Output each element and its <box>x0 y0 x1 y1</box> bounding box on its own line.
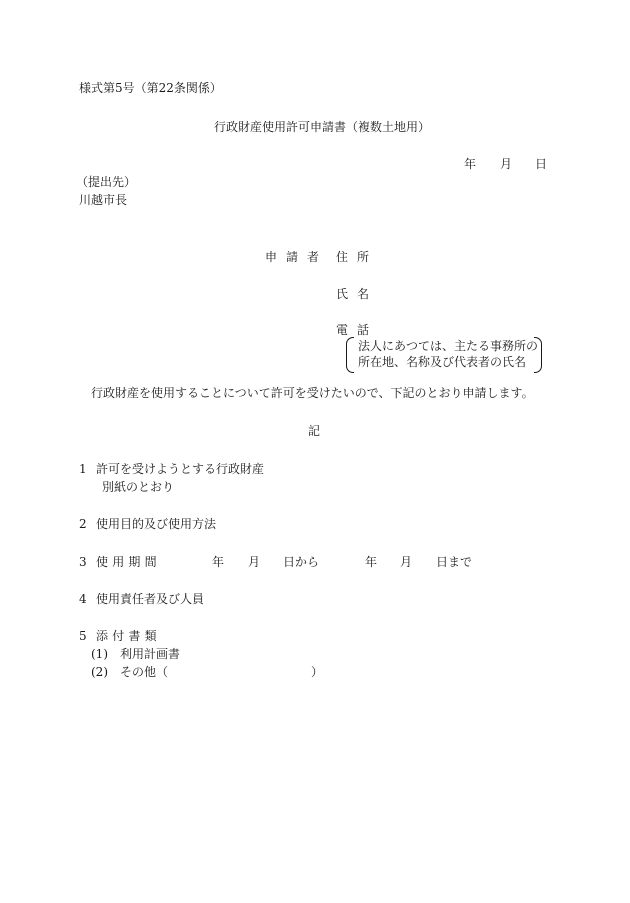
item4-label: 使用責任者及び人員 <box>96 592 205 606</box>
recipient: 川越市長 <box>79 193 128 207</box>
sub2-label: その他（ <box>120 665 169 679</box>
item5-number: 5 <box>79 629 87 643</box>
sub1-label: 利用計画書 <box>120 647 181 661</box>
corporate-note <box>346 337 542 371</box>
name-label: 氏名 <box>336 287 379 301</box>
item3-until: 日まで <box>436 555 473 569</box>
bracket-right <box>534 337 542 373</box>
item3-from: 日から <box>283 555 320 569</box>
bracket-left <box>346 337 354 373</box>
item3-year-2: 年 <box>365 555 378 569</box>
applicant-label: 申請者 <box>265 250 329 264</box>
application-statement: 行政財産を使用することについて許可を受けたいので、下記のとおり申請します。 <box>91 386 534 400</box>
item1-value: 別紙のとおり <box>102 480 175 494</box>
sub1-number: (1) <box>91 647 108 661</box>
item2-number: 2 <box>79 517 87 531</box>
recipient-label: （提出先） <box>76 175 137 189</box>
item3-month-2: 月 <box>400 555 413 569</box>
date-year: 年 <box>464 157 477 171</box>
date-day: 日 <box>535 157 548 171</box>
item4-number: 4 <box>79 592 87 606</box>
phone-label: 電話 <box>336 323 379 337</box>
item1-number: 1 <box>79 462 87 476</box>
sub2-number: (2) <box>91 665 108 679</box>
date-month: 月 <box>500 157 513 171</box>
item2-label: 使用目的及び使用方法 <box>96 517 217 531</box>
document-title: 行政財産使用許可申請書（複数土地用） <box>214 120 431 134</box>
item3-number: 3 <box>79 555 87 569</box>
form-number: 様式第5号（第22条関係） <box>79 81 222 95</box>
item3-year-1: 年 <box>212 555 225 569</box>
item3-label: 使用期間 <box>96 555 161 569</box>
item3-month-1: 月 <box>248 555 261 569</box>
ki-heading: 記 <box>308 424 321 438</box>
note-line-2: 所在地、名称及び代表者の氏名 <box>358 355 527 369</box>
address-label: 住所 <box>336 250 379 264</box>
note-line-1: 法人にあつては、主たる事務所の <box>358 339 539 353</box>
item5-label: 添付書類 <box>96 629 161 643</box>
sub2-close: ） <box>311 665 324 679</box>
item1-label: 許可を受けようとする行政財産 <box>96 462 265 476</box>
